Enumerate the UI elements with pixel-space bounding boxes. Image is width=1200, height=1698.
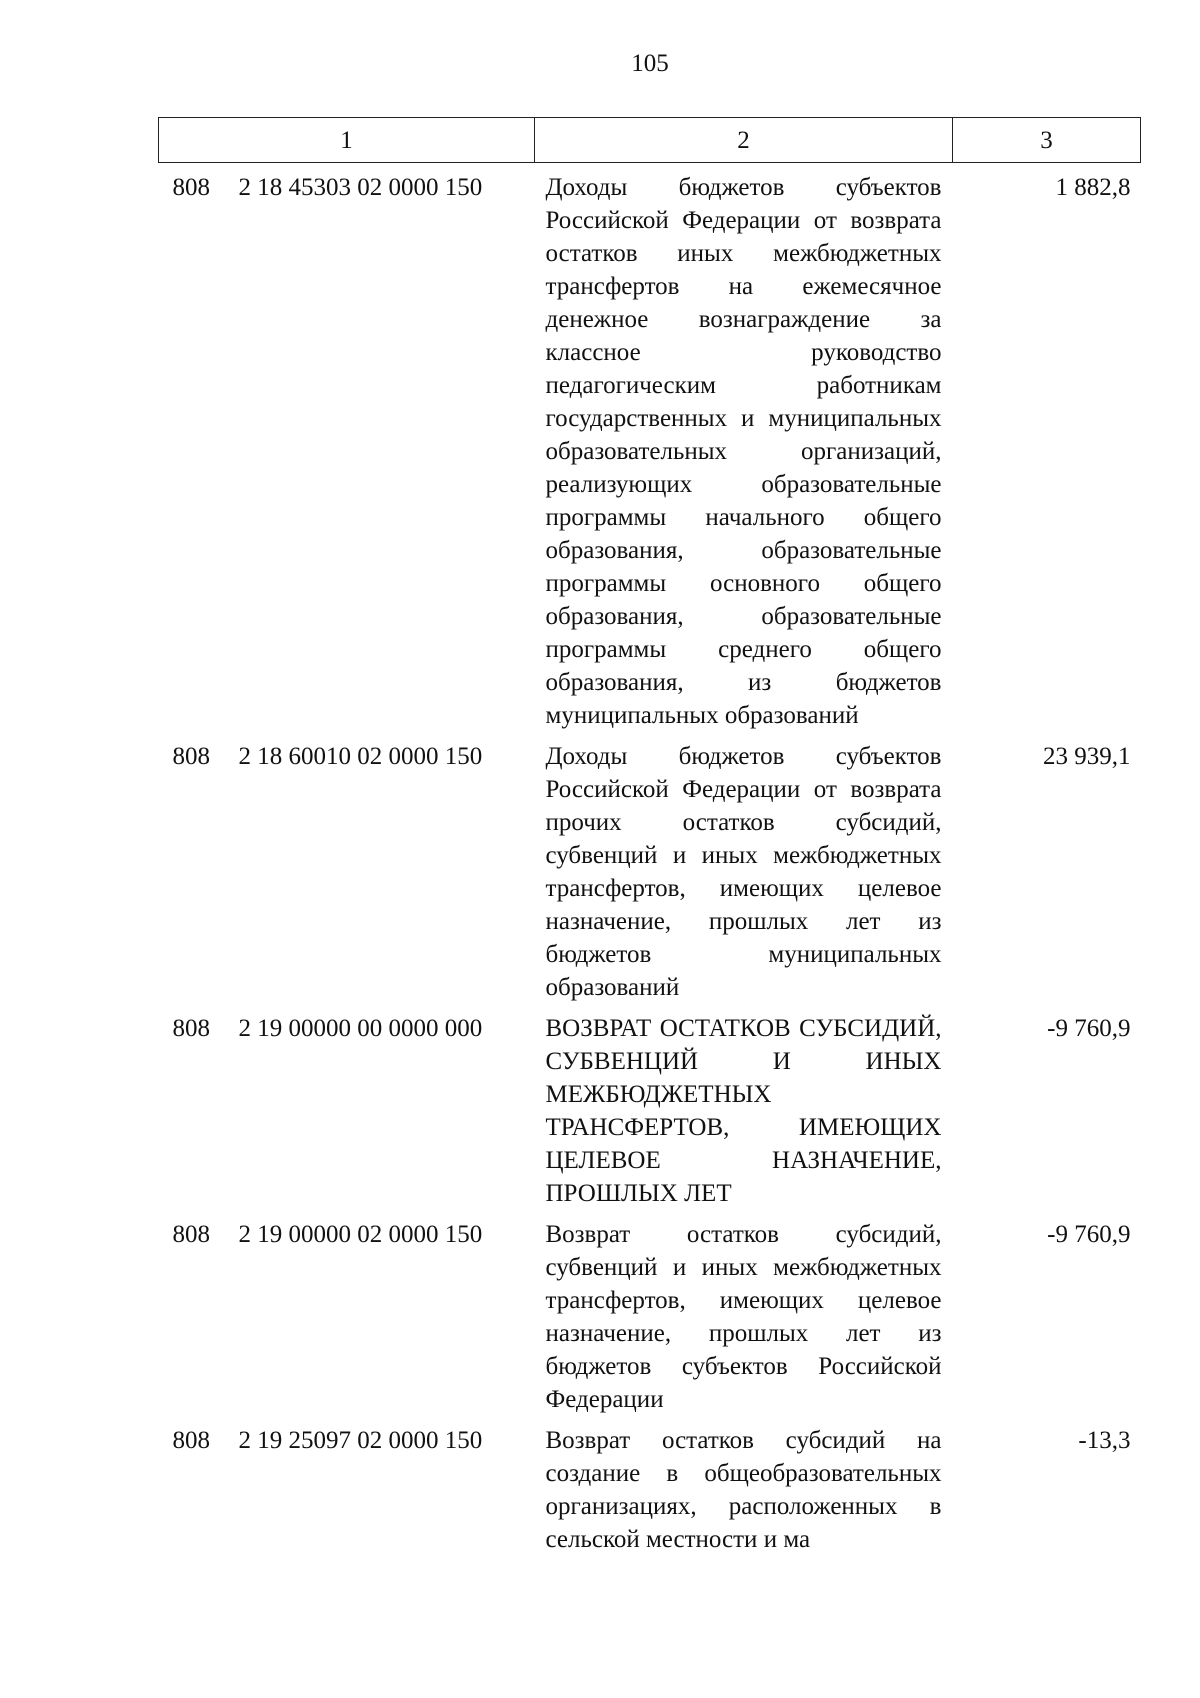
amount-cell: -9 760,9 bbox=[1047, 1015, 1131, 1042]
description-cell: Доходы бюджетов субъектов Российской Федерации от возврата остатков иных межбюджетных трансфертов на ежемесячное денежное вознаграждение за классное руководство педагогическим работникам государственных и муниципальных образовательных организаций, реализующих образовательные программы начального общего образования, образовательные программы основного общего образования, образовательные программы среднего общего образования, из бюджетов муниципальных образований bbox=[545, 174, 942, 729]
table-header-row bbox=[159, 118, 1141, 163]
amount-cell: -13,3 bbox=[1078, 1427, 1131, 1454]
budget-table bbox=[158, 117, 1141, 1556]
table-row bbox=[159, 1210, 1141, 1416]
budget-code: 2 18 60010 02 0000 150 bbox=[238, 743, 483, 770]
header-col-2: 2 bbox=[535, 118, 953, 163]
budget-code: 2 19 00000 02 0000 150 bbox=[238, 1221, 483, 1248]
budget-code: 2 19 00000 00 0000 000 bbox=[238, 1015, 483, 1042]
budget-code: 2 18 45303 02 0000 150 bbox=[238, 174, 483, 201]
code-cell bbox=[159, 163, 535, 733]
description-cell: Возврат остатков субсидий, субвенций и иных межбюджетных трансфертов, имеющих целевое назначение, прошлых лет из бюджетов субъектов Российской Федерации bbox=[545, 1221, 942, 1413]
admin-code: 808 bbox=[172, 174, 210, 201]
admin-code: 808 bbox=[172, 743, 210, 770]
code-cell bbox=[159, 1210, 535, 1416]
amount-cell: 23 939,1 bbox=[1043, 743, 1131, 770]
table-row bbox=[159, 1004, 1141, 1210]
amount-cell: 1 882,8 bbox=[1055, 174, 1131, 201]
description-cell: ВОЗВРАТ ОСТАТКОВ СУБСИДИЙ, СУБВЕНЦИЙ И ИНЫХ МЕЖБЮДЖЕТНЫХ ТРАНСФЕРТОВ, ИМЕЮЩИХ ЦЕЛЕВОЕ НАЗНАЧЕНИЕ, ПРОШЛЫХ ЛЕТ bbox=[545, 1015, 942, 1207]
code-cell bbox=[159, 1416, 535, 1556]
admin-code: 808 bbox=[172, 1221, 210, 1248]
table-header bbox=[159, 118, 1141, 163]
table-row bbox=[159, 163, 1141, 733]
description-cell: Доходы бюджетов субъектов Российской Федерации от возврата прочих остатков субсидий, субвенций и иных межбюджетных трансфертов, имеющих целевое назначение, прошлых лет из бюджетов муниципальных образований bbox=[545, 743, 942, 1001]
code-cell bbox=[159, 1004, 535, 1210]
table-row bbox=[159, 1416, 1141, 1556]
page-number: 105 bbox=[631, 50, 669, 77]
admin-code: 808 bbox=[172, 1427, 210, 1454]
table-body bbox=[159, 163, 1141, 1557]
admin-code: 808 bbox=[172, 1015, 210, 1042]
header-col-1: 1 bbox=[159, 118, 535, 163]
code-cell bbox=[159, 732, 535, 1004]
table-row bbox=[159, 732, 1141, 1004]
header-col-3: 3 bbox=[953, 118, 1141, 163]
budget-code: 2 19 25097 02 0000 150 bbox=[238, 1427, 483, 1454]
amount-cell: -9 760,9 bbox=[1047, 1221, 1131, 1248]
description-cell: Возврат остатков субсидий на создание в общеобразовательных организациях, расположенных в сельской местности и ма bbox=[545, 1427, 942, 1553]
